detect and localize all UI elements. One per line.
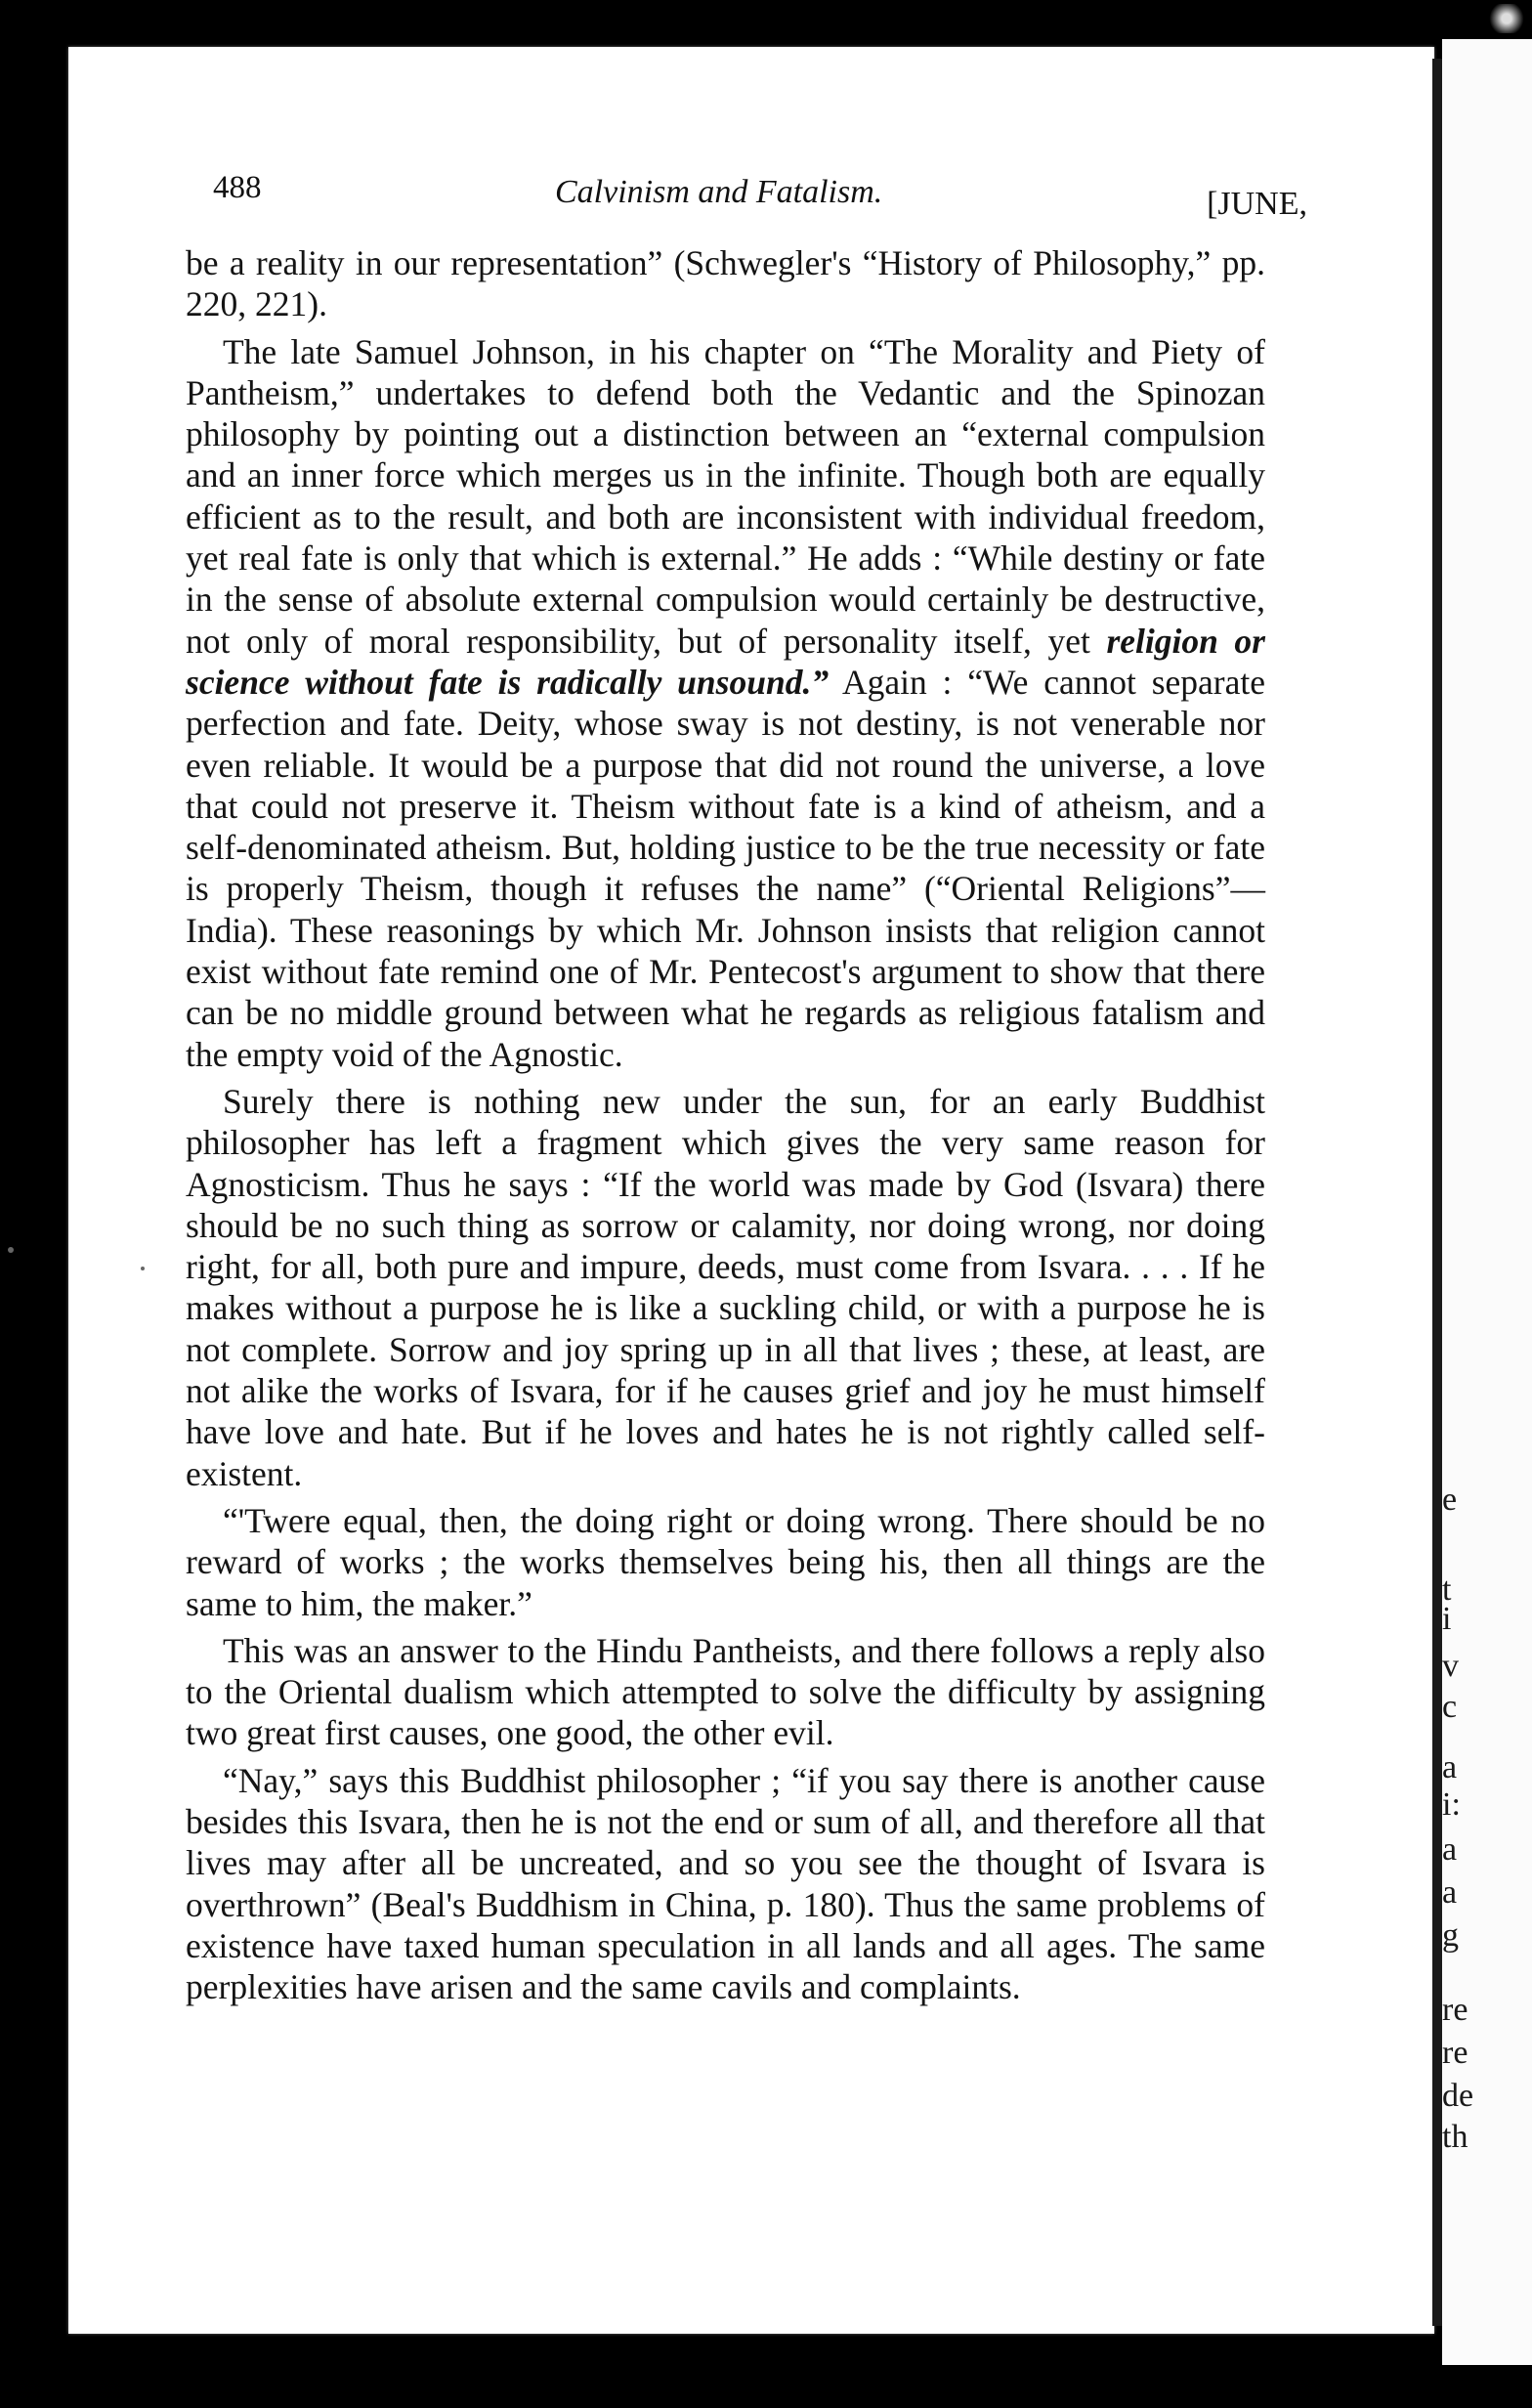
neighbor-fragment: re — [1442, 2035, 1468, 2071]
neighbor-fragment: de — [1442, 2078, 1474, 2114]
paragraph: “'Twere equal, then, the doing right or doing wrong. There should be no reward of works ; the works themselves being his, then all things are the same to him, the maker.” — [186, 1500, 1265, 1623]
page-gutter — [1432, 59, 1442, 2326]
neighbor-fragment: t — [1442, 1571, 1452, 1608]
paragraph: “Nay,” says this Buddhist philosopher ; “if you say there is another cause besides this Isvara, then he is not the end or sum of all, and therefore all that lives may after all be uncreated, and so you see the thought of Isvara is overthrown” (Beal's Buddhism in China, p. 180). Thus the same problems of existence have taxed human speculation in all lands and all ages. The same perplexities have arisen and the same cavils and complaints. — [186, 1760, 1265, 2007]
neighbor-fragment: a — [1442, 1831, 1458, 1868]
paragraph: be a reality in our representation” (Schwegler's “History of Philosophy,” pp. 220, 221). — [186, 243, 1265, 324]
article-body — [186, 242, 1265, 2013]
paragraph: Surely there is nothing new under the sun, for an early Buddhist philosopher has left a fragment which gives the very same reason for Agnosticism. Thus he says : “If the world was made by God (Isvara) there should be no such thing as sorrow or calamity, nor doing wrong, nor doing right, for all, both pure and impure, deeds, must come from Isvara. . . . If he makes without a purpose he is like a suckling child, or with a purpose he is not complete. Sorrow and joy spring up in all that lives ; these, at least, are not alike the works of Isvara, for if he causes grief and joy he must himself have love and hate. But if he loves and hates he is not rightly called self-existent. — [186, 1081, 1265, 1493]
running-header — [145, 129, 1307, 222]
neighbor-fragment: v — [1442, 1648, 1459, 1684]
paragraph — [186, 331, 1265, 1075]
neighbor-fragment: i: — [1442, 1786, 1461, 1823]
neighbor-fragment: th — [1442, 2119, 1468, 2155]
emphasized-quote: religion or science without fate is radically unsound.” — [186, 621, 1265, 702]
issue-date: [JUNE, — [1207, 186, 1307, 222]
paragraph: This was an answer to the Hindu Pantheists, and there follows a reply also to the Oriental dualism which attempted to solve the difficulty by assigning two great first causes, one good, the other evil. — [186, 1630, 1265, 1753]
page-number: 488 — [213, 170, 262, 205]
paragraph-text: The late Samuel Johnson, in his chapter on “The Morality and Piety of Pantheism,” undertakes to defend both the Vedantic and the Spinozan philosophy by pointing out a distinction between an “external compulsion and an inner force which merges us in the infinite. Though both are equally efficient as to the result, and both are inconsistent with individual freedom, yet real fate is only that which is external.” He adds : “While destiny or fate in the sense of absolute external compulsion would certainly be destructive, not only of moral responsibility, but of personality itself, yet — [186, 331, 1265, 661]
neighbor-fragment: re — [1442, 1992, 1468, 2028]
neighbor-fragment: i — [1442, 1601, 1452, 1637]
neighbor-fragment: g — [1442, 1917, 1459, 1954]
scan-speck — [1487, 4, 1526, 33]
margin-speck — [8, 1247, 14, 1253]
neighbor-fragment: c — [1442, 1689, 1458, 1725]
paragraph-text: Again : “We cannot separate perfection and fate. Deity, whose sway is not destiny, is not venerable nor even reliable. It would be a purpose that did not round the universe, a love that could not preserve it. Theism without fate is a kind of atheism, and a self-denominated atheism. But, holding justice to be the true necessity or fate is properly Theism, though it refuses the name” (“Oriental Religions”—India). These reasonings by which Mr. Johnson insists that religion cannot exist without fate remind one of Mr. Pentecost's argument to show that there can be no middle ground between what he regards as religious fatalism and the empty void of the Agnostic. — [186, 662, 1266, 1074]
neighbor-fragment: e — [1442, 1482, 1458, 1518]
adjacent-page-edge — [1442, 39, 1532, 2365]
neighbor-fragment: a — [1442, 1749, 1458, 1785]
margin-speck — [141, 1267, 145, 1270]
running-title: Calvinism and Fatalism. — [555, 174, 883, 210]
neighbor-fragment: a — [1442, 1874, 1458, 1911]
